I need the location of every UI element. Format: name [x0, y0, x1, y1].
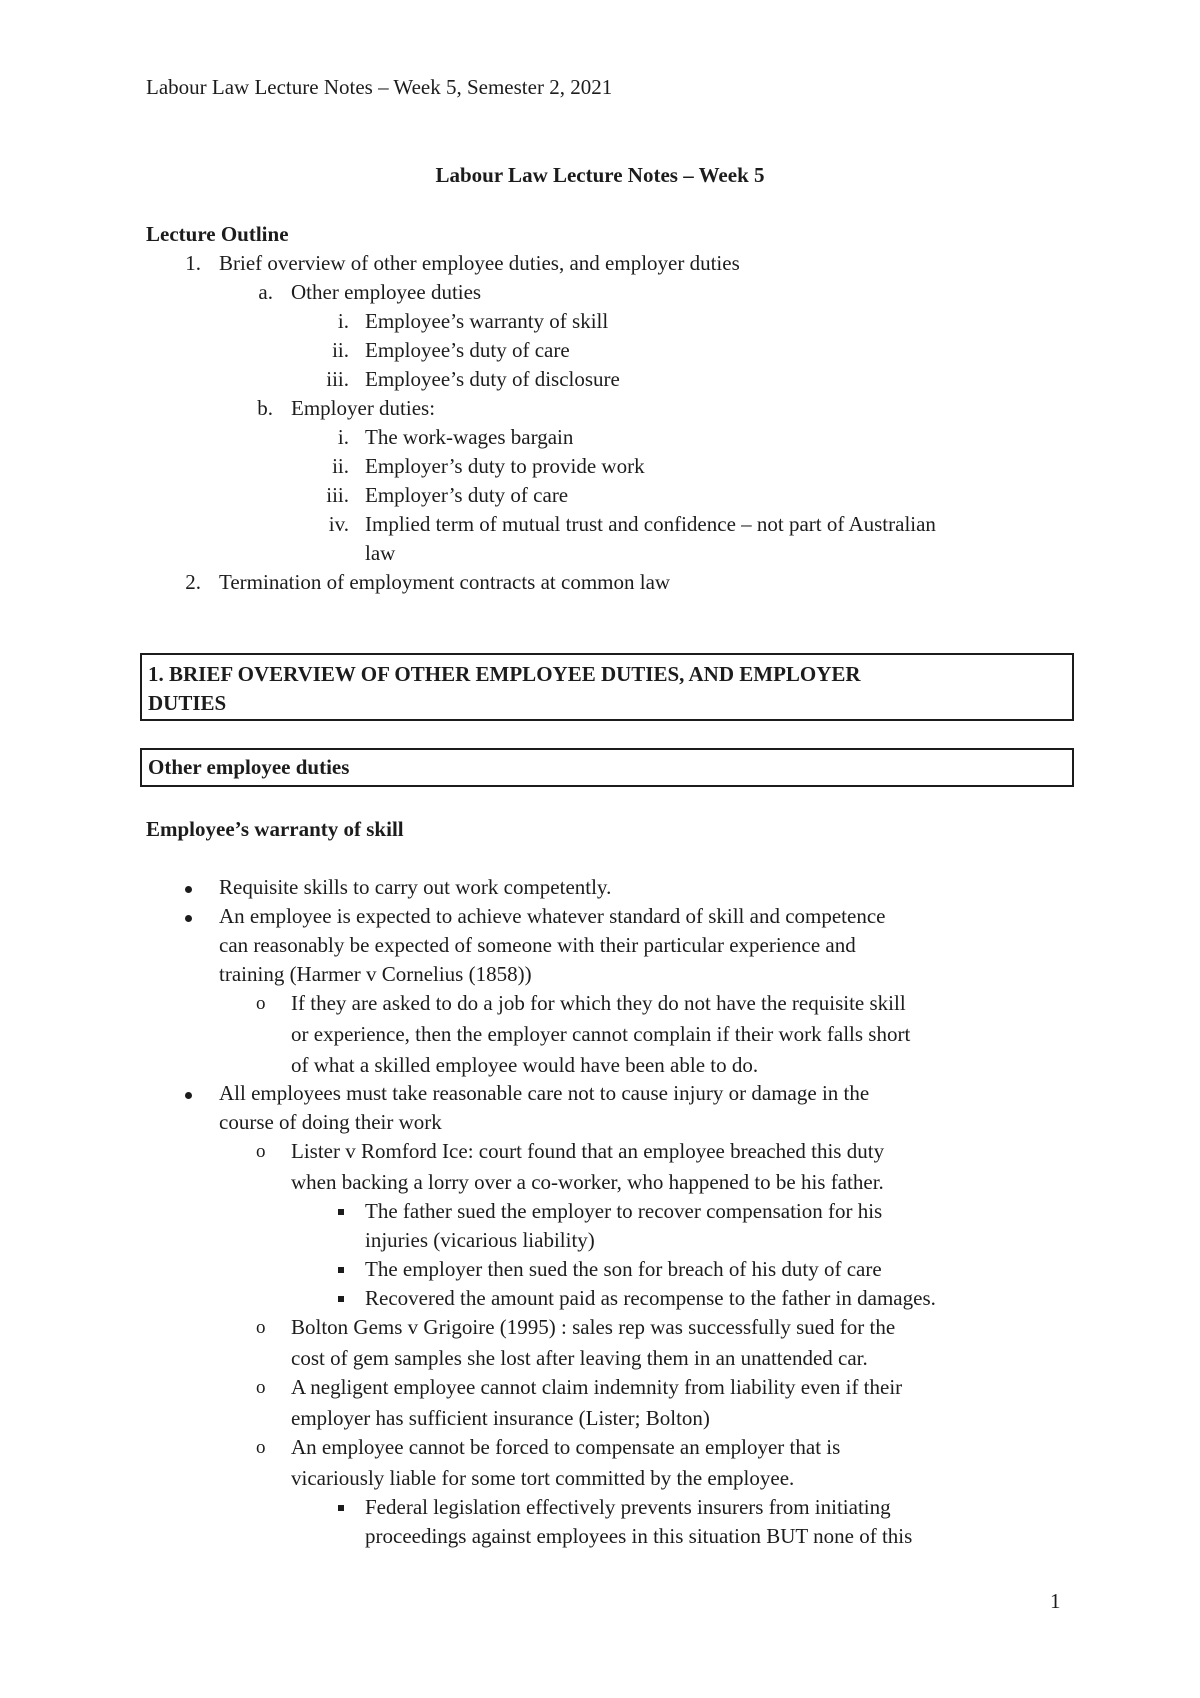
outline-letter: a. — [258, 280, 273, 304]
outline-roman: ii. — [332, 338, 349, 362]
outline-item: Employer’s duty to provide work — [365, 454, 645, 478]
outline-roman: iii. — [326, 367, 349, 391]
section-heading-line: 1. BRIEF OVERVIEW OF OTHER EMPLOYEE DUTIES, AND EMPLOYER — [148, 662, 861, 686]
sub-bullet-text: Lister v Romford Ice: court found that an employee breached this duty — [291, 1139, 885, 1163]
sub-bullet-marker: o — [256, 1317, 266, 1338]
sub-bullet-text: If they are asked to do a job for which they do not have the requisite skill — [291, 991, 906, 1015]
sub-bullet-text: A negligent employee cannot claim indemnity from liability even if their — [291, 1375, 903, 1399]
outline-item: Employee’s duty of disclosure — [365, 367, 620, 391]
page-number: 1 — [1050, 1589, 1061, 1613]
sub-bullet-text: cost of gem samples she lost after leaving them in an unattended car. — [291, 1346, 868, 1370]
bullet-text: training (Harmer v Cornelius (1858)) — [219, 962, 532, 986]
running-header: Labour Law Lecture Notes – Week 5, Semester 2, 2021 — [146, 75, 613, 99]
square-bullet-icon — [338, 1505, 344, 1511]
sub-bullet-marker: o — [256, 993, 266, 1014]
outline-letter: b. — [257, 396, 273, 420]
outline-item: Employer’s duty of care — [365, 483, 569, 507]
section-heading-box — [140, 653, 1074, 721]
sub-bullet-marker: o — [256, 1141, 266, 1162]
square-bullet-icon — [338, 1296, 344, 1302]
page-title: Labour Law Lecture Notes – Week 5 — [435, 163, 765, 187]
subsection-heading-box — [140, 748, 1074, 787]
outline-item: Other employee duties — [291, 280, 482, 304]
bullet-text: course of doing their work — [219, 1110, 442, 1134]
sub-bullet-marker: o — [256, 1377, 266, 1398]
section-heading-line: DUTIES — [148, 691, 227, 715]
sub-sub-bullet-text: The father sued the employer to recover compensation for his — [365, 1199, 883, 1223]
sub-sub-bullet-text: injuries (vicarious liability) — [365, 1228, 595, 1252]
sub-bullet-text: or experience, then the employer cannot complain if their work falls short — [291, 1022, 911, 1046]
sub-sub-bullet-text: Recovered the amount paid as recompense to the father in damages. — [365, 1286, 936, 1310]
outline-roman: i. — [337, 425, 349, 449]
outline-item: Implied term of mutual trust and confidence – not part of Australian — [365, 512, 936, 536]
outline-roman: iii. — [326, 483, 349, 507]
bullet-dot-icon — [185, 1092, 192, 1099]
outline-item: Employee’s duty of care — [365, 338, 570, 362]
sub-bullet-text: of what a skilled employee would have been able to do. — [291, 1053, 759, 1077]
outline-item: Employer duties: — [291, 396, 436, 420]
sub-sub-bullet-text: proceedings against employees in this situation BUT none of this — [365, 1524, 913, 1548]
sub-sub-bullet-text: Federal legislation effectively prevents insurers from initiating — [365, 1495, 891, 1519]
square-bullet-icon — [338, 1267, 344, 1273]
bullet-text: An employee is expected to achieve whatever standard of skill and competence — [219, 904, 886, 928]
sub-bullet-marker: o — [256, 1437, 266, 1458]
outline-roman: ii. — [332, 454, 349, 478]
square-bullet-icon — [338, 1209, 344, 1215]
subsection-heading: Other employee duties — [148, 755, 350, 779]
outline-roman: i. — [337, 309, 349, 333]
outline-item: The work-wages bargain — [365, 425, 574, 449]
bullet-text: Requisite skills to carry out work competently. — [219, 875, 612, 899]
sub-bullet-text: An employee cannot be forced to compensate an employer that is — [291, 1435, 841, 1459]
sub-bullet-text: Bolton Gems v Grigoire (1995) : sales rep was successfully sued for the — [291, 1315, 896, 1339]
sub-bullet-text: employer has sufficient insurance (Lister; Bolton) — [291, 1406, 710, 1430]
bullet-text: can reasonably be expected of someone with their particular experience and — [219, 933, 856, 957]
outline-roman: iv. — [328, 512, 349, 536]
topic-heading: Employee’s warranty of skill — [146, 817, 404, 841]
outline-item: Brief overview of other employee duties, and employer duties — [219, 251, 740, 275]
bullet-dot-icon — [185, 915, 192, 922]
outline-item: Employee’s warranty of skill — [365, 309, 609, 333]
bullet-text: All employees must take reasonable care not to cause injury or damage in the — [219, 1081, 870, 1105]
outline-item: Termination of employment contracts at common law — [219, 570, 671, 594]
sub-bullet-text: when backing a lorry over a co-worker, who happened to be his father. — [291, 1170, 884, 1194]
sub-sub-bullet-text: The employer then sued the son for breach of his duty of care — [365, 1257, 882, 1281]
outline-heading: Lecture Outline — [146, 222, 289, 246]
sub-bullet-text: vicariously liable for some tort committed by the employee. — [291, 1466, 795, 1490]
outline-number: 1. — [185, 251, 201, 275]
bullet-dot-icon — [185, 886, 192, 893]
outline-number: 2. — [185, 570, 201, 594]
outline-item-continued: law — [365, 541, 396, 565]
